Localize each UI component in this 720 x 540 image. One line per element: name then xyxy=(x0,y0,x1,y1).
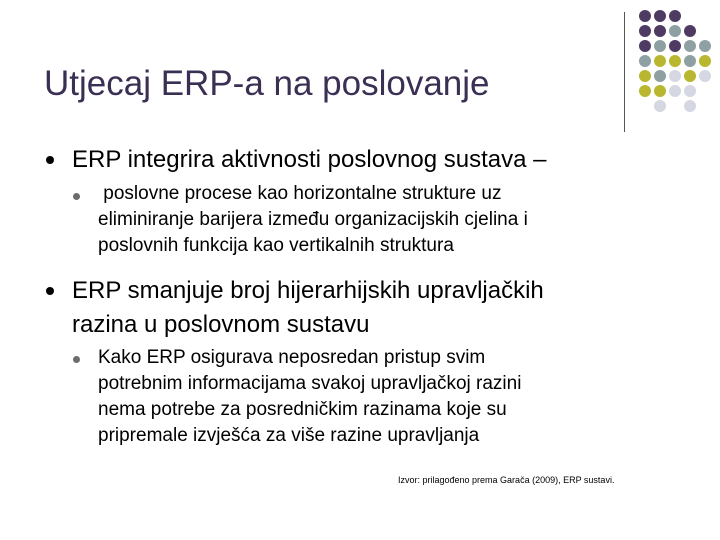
decorative-dot xyxy=(639,85,651,97)
decorative-dot xyxy=(684,40,696,52)
vertical-divider xyxy=(624,12,625,132)
decorative-dot xyxy=(654,70,666,82)
decorative-dot xyxy=(684,85,696,97)
sub-bullet-2-line-2: potrebnim informacijama svakoj upravljačkoj razini xyxy=(98,373,522,394)
decorative-dot xyxy=(669,70,681,82)
decorative-dot xyxy=(669,40,681,52)
decorative-dot xyxy=(684,25,696,37)
decorative-dot xyxy=(654,85,666,97)
decorative-dot xyxy=(639,70,651,82)
sub-bullet-1-line-2: eliminiranje barijera između organizacijskih cjelina i xyxy=(98,209,528,230)
decorative-dot xyxy=(639,40,651,52)
decorative-dot xyxy=(639,25,651,37)
decorative-dot xyxy=(654,10,666,22)
sub-bullet-1-line-3: poslovnih funkcija kao vertikalnih struktura xyxy=(98,235,454,256)
sub-bullet-1-text xyxy=(98,181,528,259)
sub-bullet-1-marker xyxy=(73,193,80,200)
decorative-dot xyxy=(684,70,696,82)
slide-title: Utjecaj ERP-a na poslovanje xyxy=(44,64,490,103)
decorative-dot xyxy=(699,70,711,82)
decorative-dot xyxy=(684,100,696,112)
decorative-dot xyxy=(654,55,666,67)
sub-bullet-2-line-3: nema potrebe za posredničkim razinama koje su xyxy=(98,399,507,420)
decorative-dot xyxy=(669,55,681,67)
decorative-dot xyxy=(669,85,681,97)
bullet-2-marker xyxy=(46,287,54,295)
decorative-dot xyxy=(639,10,651,22)
bullet-2-line-1: ERP smanjuje broj hijerarhijskih upravljačkih xyxy=(72,277,544,304)
decorative-dot xyxy=(654,25,666,37)
decorative-dot xyxy=(669,25,681,37)
bullet-1-text xyxy=(72,143,546,177)
decorative-dot xyxy=(654,100,666,112)
decorative-dot xyxy=(669,10,681,22)
decorative-dot-grid xyxy=(639,10,720,122)
sub-bullet-2-text xyxy=(98,345,521,449)
bullet-2-text xyxy=(72,274,544,342)
decorative-dot xyxy=(699,40,711,52)
bullet-1-line-1: ERP integrira aktivnosti poslovnog sustava – xyxy=(72,146,547,173)
decorative-dot xyxy=(699,55,711,67)
decorative-dot xyxy=(654,40,666,52)
decorative-dot xyxy=(684,55,696,67)
sub-bullet-1-line-1: poslovne procese kao horizontalne strukture uz xyxy=(98,183,502,204)
sub-bullet-2-line-1: Kako ERP osigurava neposredan pristup svim xyxy=(98,347,486,368)
sub-bullet-2-line-4: pripremale izvješća za više razine upravljanja xyxy=(98,425,480,446)
decorative-dot xyxy=(639,55,651,67)
source-citation: Izvor: prilagođeno prema Garača (2009), ERP sustavi. xyxy=(398,475,615,485)
sub-bullet-2-marker xyxy=(73,356,80,363)
bullet-1-marker xyxy=(46,156,54,164)
bullet-2-line-2: razina u poslovnom sustavu xyxy=(72,311,370,338)
